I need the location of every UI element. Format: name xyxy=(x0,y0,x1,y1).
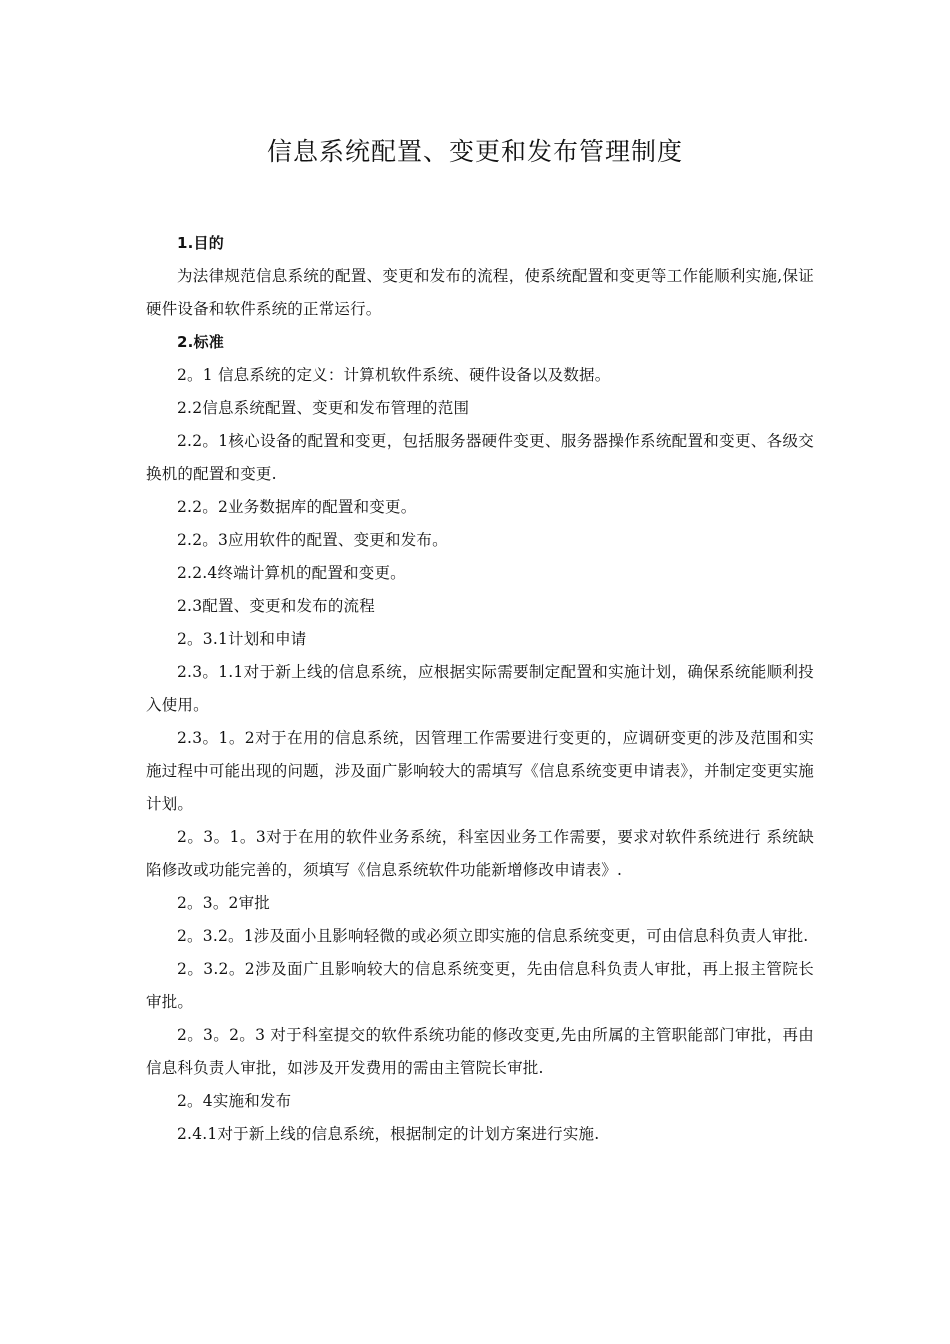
paragraph: 2.2信息系统配置、变更和发布管理的范围 xyxy=(177,399,470,417)
paragraph: 为法律规范信息系统的配置、变更和发布的流程，使系统配置和变更等工作能顺利实施,保证硬件设备和软件系统的正常运行。 xyxy=(146,267,814,318)
paragraph: 2.2。2业务数据库的配置和变更。 xyxy=(177,498,417,516)
paragraph: 2。4实施和发布 xyxy=(177,1092,292,1110)
paragraph: 2.2.4终端计算机的配置和变更。 xyxy=(177,564,406,582)
paragraph: 2.3。1.1对于新上线的信息系统，应根据实际需要制定配置和实施计划，确保系统能顺利投入使用。 xyxy=(146,663,814,714)
paragraph: 2.3。1。2对于在用的信息系统，因管理工作需要进行变更的，应调研变更的涉及范围和实施过程中可能出现的问题，涉及面广影响较大的需填写《信息系统变更申请表》，并制定变更实施计划。 xyxy=(146,729,814,813)
paragraph: 2。3。2审批 xyxy=(177,894,270,912)
section-heading-standard: 2.标准 xyxy=(177,333,224,351)
paragraph: 2。3。1。3对于在用的软件业务系统，科室因业务工作需要，要求对软件系统进行 系统缺陷修改或功能完善的，须填写《信息系统软件功能新增修改申请表》. xyxy=(146,828,814,879)
paragraph: 2。3.2。1涉及面小且影响轻微的或必须立即实施的信息系统变更，可由信息科负责人审批. xyxy=(177,927,809,945)
paragraph: 2.2。1核心设备的配置和变更，包括服务器硬件变更、服务器操作系统配置和变更、各级交换机的配置和变更. xyxy=(146,432,814,483)
paragraph: 2。3。2。3 对于科室提交的软件系统功能的修改变更,先由所属的主管职能部门审批，再由信息科负责人审批，如涉及开发费用的需由主管院长审批. xyxy=(146,1026,814,1077)
paragraph: 2.4.1对于新上线的信息系统，根据制定的计划方案进行实施. xyxy=(177,1125,600,1143)
document-body xyxy=(146,227,814,1151)
paragraph: 2。3.1计划和申请 xyxy=(177,630,307,648)
paragraph: 2。3.2。2涉及面广且影响较大的信息系统变更，先由信息科负责人审批，再上报主管院长审批。 xyxy=(146,960,814,1011)
section-heading-purpose: 1.目的 xyxy=(177,234,224,252)
paragraph: 2.3配置、变更和发布的流程 xyxy=(177,597,375,615)
paragraph: 2.2。3应用软件的配置、变更和发布。 xyxy=(177,531,448,549)
document-title: 信息系统配置、变更和发布管理制度 xyxy=(266,137,683,166)
paragraph: 2。1 信息系统的定义：计算机软件系统、硬件设备以及数据。 xyxy=(177,366,611,384)
